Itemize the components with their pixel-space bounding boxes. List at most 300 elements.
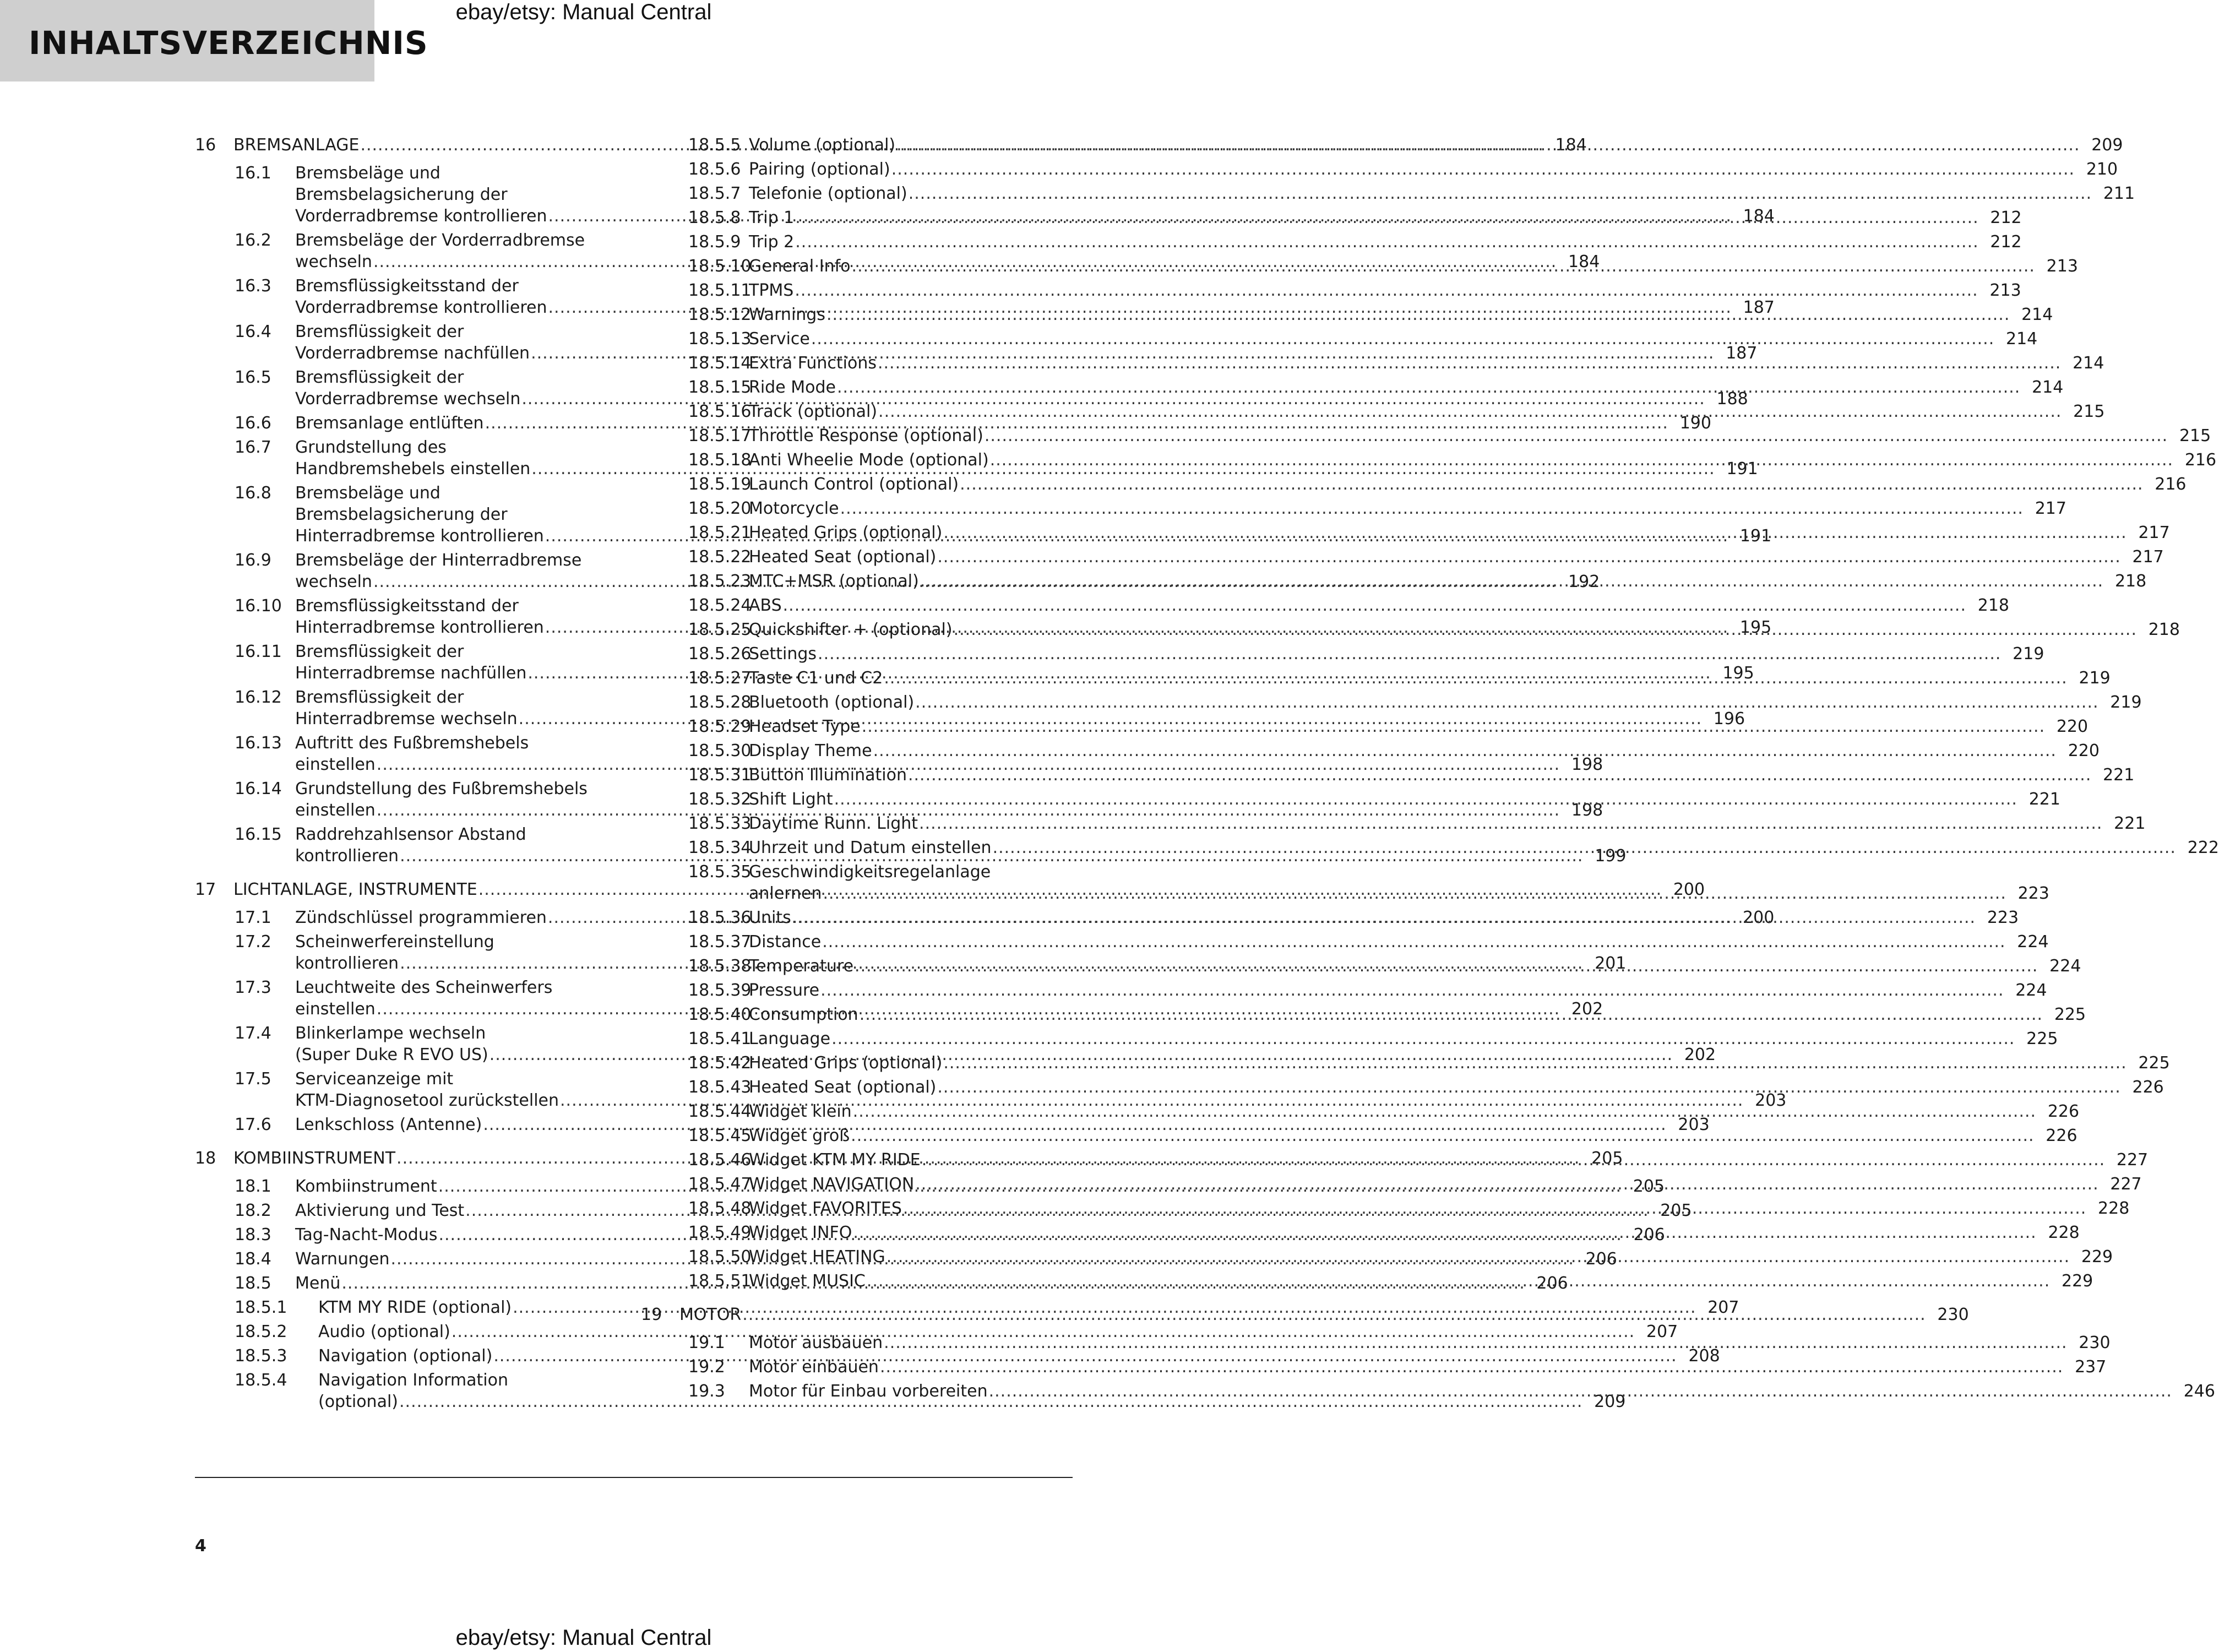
toc-entry-number: 18.5.47 xyxy=(688,1175,752,1194)
toc-entry-page: 191 xyxy=(1739,526,1772,546)
dot-leader xyxy=(954,619,2137,640)
toc-entry[interactable] xyxy=(650,931,2049,953)
toc-entry-number: 19.3 xyxy=(688,1382,725,1401)
toc-entry[interactable] xyxy=(650,328,2038,350)
toc-entry-number: 18.5.6 xyxy=(688,160,741,179)
toc-entry[interactable] xyxy=(650,1028,2058,1050)
toc-entry-page: 187 xyxy=(1726,344,1758,363)
toc-entry-title: Bremsbeläge der Hinterradbremse xyxy=(295,551,582,570)
toc-entry-page: 214 xyxy=(2032,378,2064,397)
toc-entry-title: einstellen xyxy=(295,801,376,820)
toc-entry-title: Temperature xyxy=(749,957,854,976)
toc-entry-number: 16.3 xyxy=(235,276,271,296)
toc-entry-page: 184 xyxy=(1743,206,1775,226)
toc-entry-title: Warnings xyxy=(749,305,825,324)
toc-entry-title: Kombiinstrument xyxy=(295,1177,437,1196)
toc-entry-number: 18.5.23 xyxy=(688,572,752,591)
toc-entry-number: 16.12 xyxy=(235,688,282,707)
toc-entry-number: 18.5.13 xyxy=(688,329,752,349)
dot-leader xyxy=(742,1304,1926,1325)
toc-entry-number: 18.5.27 xyxy=(688,669,752,688)
toc-entry-page: 222 xyxy=(2187,838,2219,857)
toc-entry[interactable] xyxy=(650,231,2022,253)
toc-entry-title: einstellen xyxy=(295,755,376,774)
toc-entry[interactable] xyxy=(650,377,2064,398)
dot-leader xyxy=(853,1222,2036,1243)
toc-entry-title: KOMBIINSTRUMENT xyxy=(233,1149,396,1168)
dot-leader xyxy=(823,883,2006,904)
toc-entry[interactable] xyxy=(650,1125,2077,1146)
toc-entry-title: Throttle Response (optional) xyxy=(749,426,983,445)
toc-entry-title: Headset Type xyxy=(749,717,861,736)
toc-entry-page: 224 xyxy=(2049,957,2081,976)
toc-entry-page: 228 xyxy=(2098,1199,2130,1218)
toc-entry-page: 201 xyxy=(1595,954,1627,973)
toc-entry-page: 205 xyxy=(1591,1149,1623,1168)
toc-entry-number: 19.2 xyxy=(688,1357,725,1377)
toc-entry-title: Volume (optional) xyxy=(749,135,896,155)
toc-entry[interactable] xyxy=(650,980,2047,1001)
dot-leader xyxy=(884,667,2067,689)
toc-entry-number: 18.5.34 xyxy=(688,838,752,857)
toc-entry-title: Settings xyxy=(749,644,817,664)
toc-entry-title: MOTOR xyxy=(679,1305,742,1324)
toc-entry-page: 227 xyxy=(2110,1175,2142,1194)
toc-entry-page: 218 xyxy=(2114,572,2147,591)
dot-leader xyxy=(993,837,2176,858)
toc-entry-title: Heated Seat (optional) xyxy=(749,547,937,567)
toc-entry-title: Zündschlüssel programmieren xyxy=(295,908,547,927)
toc-entry-page: 229 xyxy=(2081,1247,2113,1267)
toc-entry-number: 18.5.7 xyxy=(688,184,741,203)
toc-entry-number: 16.5 xyxy=(235,368,271,387)
toc-entry-page: 214 xyxy=(2021,305,2053,324)
toc-entry-title: Track (optional) xyxy=(749,402,878,421)
toc-entry-page: 226 xyxy=(2132,1078,2164,1097)
toc-entry-page: 230 xyxy=(2079,1333,2111,1352)
toc-entry-page: 212 xyxy=(1990,232,2022,252)
watermark-top: ebay/etsy: Manual Central xyxy=(455,0,712,24)
dot-leader xyxy=(937,546,2120,568)
section-header xyxy=(0,0,428,81)
toc-entry-title: KTM-Diagnosetool zurückstellen xyxy=(295,1091,559,1110)
toc-entry-page: 198 xyxy=(1571,801,1603,820)
toc-entry-title: einstellen xyxy=(295,999,376,1019)
toc-entry-title: Ride Mode xyxy=(749,378,836,397)
toc-entry-page: 213 xyxy=(2046,257,2078,276)
toc-entry-page: 210 xyxy=(2086,160,2118,179)
dot-leader xyxy=(960,474,2143,495)
toc-entry-title: Bremsflüssigkeit der xyxy=(295,642,464,661)
toc-entry-title: (optional) xyxy=(318,1392,398,1411)
toc-entry-number: 17.1 xyxy=(235,908,271,927)
toc-entry-page: 237 xyxy=(2075,1357,2107,1377)
watermark-bottom: ebay/etsy: Manual Central xyxy=(455,1626,712,1650)
toc-entry-page: 195 xyxy=(1739,618,1772,637)
toc-entry-number: 18.5.42 xyxy=(688,1053,752,1073)
toc-entry-title: Bluetooth (optional) xyxy=(749,693,915,712)
toc-entry-title: Service xyxy=(749,329,810,349)
toc-entry-page: 215 xyxy=(2073,402,2105,421)
dot-leader xyxy=(873,740,2057,762)
toc-entry-title: General Info xyxy=(749,257,851,276)
toc-entry-title: Widget KTM MY RIDE xyxy=(749,1150,921,1170)
dot-leader xyxy=(795,231,1978,253)
toc-entry-title: Widget NAVIGATION xyxy=(749,1175,915,1194)
dot-leader xyxy=(853,1101,2036,1122)
toc-entry-title: Serviceanzeige mit xyxy=(295,1069,454,1089)
toc-entry[interactable] xyxy=(650,159,2118,180)
dot-leader xyxy=(985,425,2168,447)
toc-entry-title: Geschwindigkeitsregelanlage xyxy=(749,862,991,882)
toc-entry[interactable] xyxy=(650,280,2021,301)
toc-entry-page: 196 xyxy=(1713,709,1745,729)
toc-entry-page: 225 xyxy=(2026,1029,2058,1048)
toc-entry-title: Warnungen xyxy=(295,1249,390,1269)
toc-entry-number: 18.5.50 xyxy=(688,1247,752,1267)
dot-leader xyxy=(855,955,2038,977)
toc-entry-title: kontrollieren xyxy=(295,846,399,866)
toc-entry[interactable] xyxy=(195,1114,1710,1135)
toc-entry-page: 228 xyxy=(2048,1223,2080,1242)
toc-entry[interactable] xyxy=(650,740,2100,762)
dot-leader xyxy=(862,716,2045,737)
toc-entry-title: Lenkschloss (Antenne) xyxy=(295,1115,482,1134)
toc-entry-page: 192 xyxy=(1568,572,1600,591)
toc-entry-number: 17.5 xyxy=(235,1069,271,1089)
dot-leader xyxy=(811,328,1994,350)
toc-entry-title: Distance xyxy=(749,932,822,952)
toc-entry-page: 221 xyxy=(2028,790,2060,809)
toc-entry[interactable] xyxy=(650,183,2135,204)
toc-entry-page: 217 xyxy=(2132,547,2164,567)
toc-entry-number: 17.4 xyxy=(235,1024,271,1043)
dot-leader xyxy=(822,931,2005,953)
toc-entry-page: 213 xyxy=(1989,281,2021,300)
toc-entry-title: Telefonie (optional) xyxy=(749,184,907,203)
dot-leader xyxy=(818,643,2001,665)
toc-entry[interactable] xyxy=(650,474,2187,495)
toc-entry-page: 223 xyxy=(2017,884,2049,903)
toc-entry-number: 17.3 xyxy=(235,978,271,997)
toc-entry-number: 18.5.24 xyxy=(688,596,752,615)
dot-leader xyxy=(943,1052,2126,1074)
toc-entry[interactable] xyxy=(195,412,1711,434)
toc-entry-number: 18.5.11 xyxy=(688,281,752,300)
toc-entry-title: TPMS xyxy=(749,281,794,300)
toc-entry-number: 18.5.3 xyxy=(235,1346,287,1366)
toc-entry-page: 220 xyxy=(2056,717,2089,736)
toc-entry-page: 187 xyxy=(1743,298,1775,317)
toc-entry-page: 184 xyxy=(1568,252,1600,271)
toc-entry-title: Display Theme xyxy=(749,741,872,760)
dot-leader xyxy=(891,159,2075,180)
dot-leader xyxy=(880,1356,2063,1378)
toc-entry-page: 206 xyxy=(1585,1249,1617,1269)
toc-entry-page: 188 xyxy=(1716,389,1748,409)
toc-entry-title: Trip 1 xyxy=(749,208,795,227)
toc-entry[interactable] xyxy=(650,1101,2080,1122)
toc-entry-title: anlernen xyxy=(749,884,822,903)
toc-entry-page: 224 xyxy=(2015,981,2047,1000)
toc-entry-title: Hinterradbremse nachfüllen xyxy=(295,664,527,683)
dot-leader xyxy=(937,1077,2120,1098)
toc-entry-page: 203 xyxy=(1678,1115,1710,1134)
toc-entry-number: 16.8 xyxy=(235,483,271,503)
toc-entry[interactable] xyxy=(650,789,2060,810)
toc-entry-title: Blinkerlampe wechseln xyxy=(295,1024,486,1043)
dot-leader xyxy=(834,789,2017,810)
toc-entry-page: 215 xyxy=(2179,426,2211,445)
toc-entry-title: Widget klein xyxy=(749,1102,852,1121)
dot-leader xyxy=(886,1246,2070,1268)
toc-entry[interactable] xyxy=(650,425,2211,447)
toc-entry-title: Button Illumination xyxy=(749,765,907,785)
toc-entry-number: 18.5.33 xyxy=(688,814,752,833)
toc-entry-number: 18.5.1 xyxy=(235,1298,287,1317)
toc-entry[interactable] xyxy=(650,401,2105,422)
toc-entry-title: Raddrehzahlsensor Abstand xyxy=(295,825,526,844)
dot-leader xyxy=(896,134,2080,156)
toc-entry-page: 220 xyxy=(2068,741,2100,760)
toc-entry[interactable] xyxy=(650,1077,2164,1098)
toc-entry-title: Audio (optional) xyxy=(318,1322,450,1341)
toc-entry-page: 199 xyxy=(1595,846,1627,866)
toc-entry-page: 246 xyxy=(2183,1382,2215,1401)
toc-entry-title: Heated Seat (optional) xyxy=(749,1078,937,1097)
toc-entry-number: 16.2 xyxy=(235,231,271,250)
toc-entry-title: Bremsbeläge und xyxy=(295,164,440,183)
toc-entry[interactable] xyxy=(650,692,2142,713)
toc-entry-title: Vorderradbremse kontrollieren xyxy=(295,206,547,226)
dot-leader xyxy=(915,692,2098,713)
toc-entry-title: Bremsflüssigkeitsstand der xyxy=(295,596,519,616)
toc-entry-page: 223 xyxy=(1987,908,2019,927)
toc-entry-page: 212 xyxy=(1990,208,2022,227)
dot-leader xyxy=(903,1198,2086,1219)
toc-entry-number: 18.5.14 xyxy=(688,354,752,373)
toc-entry-page: 227 xyxy=(2116,1150,2149,1170)
toc-entry-title: BREMSANLAGE xyxy=(233,135,360,155)
toc-entry-page: 225 xyxy=(2054,1005,2086,1024)
toc-entry-page: 219 xyxy=(2110,693,2142,712)
toc-entry-title: Aktivierung und Test xyxy=(295,1201,465,1220)
toc-entry-page: 219 xyxy=(2079,669,2111,688)
toc-entry-title: Vorderradbremse wechseln xyxy=(295,389,521,409)
dot-leader xyxy=(884,1332,2067,1354)
toc-entry-page: 219 xyxy=(2013,644,2044,664)
toc-entry-page: 206 xyxy=(1536,1274,1568,1293)
toc-entry-number: 16.9 xyxy=(235,551,271,570)
toc-entry-page: 209 xyxy=(1594,1392,1626,1411)
toc-entry-number: 18.5.9 xyxy=(688,232,741,252)
toc-entry-title: Widget INFO xyxy=(749,1223,852,1242)
toc-entry-number: 16.1 xyxy=(235,164,271,183)
toc-entry-page: 207 xyxy=(1707,1298,1739,1317)
toc-entry[interactable] xyxy=(650,643,2044,665)
toc-entry-number: 18.3 xyxy=(235,1225,271,1245)
toc-entry-number: 19.1 xyxy=(688,1333,725,1352)
toc-entry[interactable] xyxy=(650,498,2066,519)
toc-entry-number: 18.5.28 xyxy=(688,693,752,712)
toc-entry-page: 218 xyxy=(1977,596,2009,615)
toc-entry-page: 225 xyxy=(2138,1053,2170,1073)
toc-entry-number: 18.5.40 xyxy=(688,1005,752,1024)
toc-entry-page: 198 xyxy=(1571,755,1603,774)
toc-entry-number: 17.6 xyxy=(235,1115,271,1134)
toc-entry-number: 16 xyxy=(195,135,216,155)
toc-entry-title: Trip 2 xyxy=(749,232,795,252)
toc-entry-number: 18.5.20 xyxy=(688,499,752,518)
toc-entry-title: Extra Functions xyxy=(749,354,877,373)
toc-entry-title: Quickshifter + (optional) xyxy=(749,620,953,639)
toc-entry-title: Grundstellung des xyxy=(295,438,447,457)
dot-leader xyxy=(860,1004,2043,1025)
toc-entry-title: Motor ausbauen xyxy=(749,1333,883,1352)
toc-entry-page: 200 xyxy=(1673,880,1705,899)
toc-entry-title: Heated Grips (optional) xyxy=(749,1053,943,1073)
toc-entry-number: 16.14 xyxy=(235,779,282,798)
toc-entry-title: Widget groß xyxy=(749,1126,850,1145)
toc-entry-page: 211 xyxy=(2103,184,2135,203)
toc-entry-title: Vorderradbremse nachfüllen xyxy=(295,344,530,363)
toc-entry-page: 191 xyxy=(1726,459,1758,479)
toc-entry-title: Auftritt des Fußbremshebels xyxy=(295,733,529,753)
toc-entry-title: Navigation Information xyxy=(318,1371,508,1390)
toc-entry-number: 19 xyxy=(641,1305,662,1324)
toc-entry-number: 18.5.39 xyxy=(688,981,752,1000)
toc-entry-number: 18.5.12 xyxy=(688,305,752,324)
toc-entry-title: Menü xyxy=(295,1274,341,1293)
dot-leader xyxy=(919,813,2102,834)
dot-leader xyxy=(795,207,1978,229)
toc-entry-title: Grundstellung des Fußbremshebels xyxy=(295,779,588,798)
toc-entry-title: Motorcycle xyxy=(749,499,839,518)
toc-entry-number: 18.5.32 xyxy=(688,790,752,809)
toc-entry-title: Bremsflüssigkeit der xyxy=(295,368,464,387)
toc-entry-page: 202 xyxy=(1684,1045,1716,1064)
toc-entry-page: 202 xyxy=(1571,999,1603,1019)
dot-leader xyxy=(989,1381,2172,1402)
page-number: 4 xyxy=(195,1536,206,1556)
toc-entry-page: 200 xyxy=(1743,908,1775,927)
toc-entry-title: Consumption xyxy=(749,1005,858,1024)
toc-entry-title: Widget FAVORITES xyxy=(749,1199,902,1218)
toc-entry-number: 18.5.25 xyxy=(688,620,752,639)
toc-entry-number: 18.2 xyxy=(235,1201,271,1220)
toc-entry-title: Navigation (optional) xyxy=(318,1346,493,1366)
toc-entry-number: 18.5.49 xyxy=(688,1223,752,1242)
toc-entry-number: 18.5.2 xyxy=(235,1322,287,1341)
dot-leader xyxy=(851,1125,2034,1146)
toc-entry-page: 229 xyxy=(2061,1271,2093,1291)
toc-entry-number: 18.5.44 xyxy=(688,1102,752,1121)
toc-entry-page: 216 xyxy=(2155,475,2187,494)
dot-leader xyxy=(878,352,2061,374)
toc-entry-number: 18.5.48 xyxy=(688,1199,752,1218)
toc-entry-number: 18.5.36 xyxy=(688,908,752,927)
toc-entry-number: 18.5.35 xyxy=(688,862,752,882)
toc-entry-page: 184 xyxy=(1555,135,1587,155)
toc-entry-number: 17.2 xyxy=(235,932,271,952)
dot-leader xyxy=(837,377,2020,398)
toc-entry-title: Hinterradbremse kontrollieren xyxy=(295,526,544,546)
toc-entry-page: 195 xyxy=(1722,664,1754,683)
dot-leader xyxy=(878,401,2062,422)
toc-entry[interactable] xyxy=(650,1332,2111,1354)
toc-entry-title: Bremsbeläge der Vorderradbremse xyxy=(295,231,585,250)
dot-leader xyxy=(922,1149,2105,1171)
dot-leader xyxy=(792,907,1976,928)
toc-entry-page: 218 xyxy=(2148,620,2180,639)
toc-entry-page: 190 xyxy=(1679,414,1711,433)
toc-entry-title: Uhrzeit und Datum einstellen xyxy=(749,838,992,857)
dot-leader xyxy=(909,183,2092,204)
toc-entry-title: LICHTANLAGE, INSTRUMENTE xyxy=(233,880,477,899)
toc-entry-page: 221 xyxy=(2103,765,2135,785)
toc-entry-title: KTM MY RIDE (optional) xyxy=(318,1298,512,1317)
dot-leader xyxy=(783,595,1966,616)
toc-entry-title: Handbremshebels einstellen xyxy=(295,459,531,479)
toc-entry-title: Vorderradbremse kontrollieren xyxy=(295,298,547,317)
toc-entry-title: Taste C1 und C2 xyxy=(749,669,883,688)
toc-entry-page: 224 xyxy=(2017,932,2049,952)
toc-entry-page: 230 xyxy=(1937,1305,1969,1324)
dot-leader xyxy=(867,1270,2050,1292)
toc-entry-number: 16.4 xyxy=(235,322,271,341)
toc-entry[interactable] xyxy=(650,546,2164,568)
toc-entry[interactable] xyxy=(650,595,2009,616)
toc-entry-title: (Super Duke R EVO US) xyxy=(295,1045,488,1064)
toc-entry-title: wechseln xyxy=(295,252,372,271)
toc-entry-title: Bremsanlage entlüften xyxy=(295,414,484,433)
dot-leader xyxy=(840,498,2024,519)
toc-entry-number: 18.5.15 xyxy=(688,378,752,397)
toc-entry-title: Tag-Nacht-Modus xyxy=(295,1225,438,1245)
toc-entry-number: 18.5.19 xyxy=(688,475,752,494)
toc-entry-title: Pairing (optional) xyxy=(749,160,890,179)
dot-leader xyxy=(990,449,2173,471)
dot-leader xyxy=(820,980,2004,1001)
toc-entry-number: 18.5.43 xyxy=(688,1078,752,1097)
toc-entry-title: ABS xyxy=(749,596,782,615)
toc-entry-number: 17 xyxy=(195,880,216,899)
toc-entry-number: 16.7 xyxy=(235,438,271,457)
toc-entry-page: 214 xyxy=(2073,354,2104,373)
toc-entry-title: Heated Grips (optional) xyxy=(749,523,943,542)
toc-entry[interactable] xyxy=(650,813,2146,834)
dot-leader xyxy=(852,256,2035,277)
toc-entry-number: 16.13 xyxy=(235,733,282,753)
toc-entry-page: 205 xyxy=(1633,1177,1665,1196)
toc-entry-number: 18.5.51 xyxy=(688,1271,752,1291)
toc-entry-number: 18.5.22 xyxy=(688,547,752,567)
toc-entry-title: Motor einbauen xyxy=(749,1357,879,1377)
toc-entry-page: 217 xyxy=(2138,523,2170,542)
toc-entry-number: 18.5.29 xyxy=(688,717,752,736)
toc-entry-title: Anti Wheelie Mode (optional) xyxy=(749,450,989,470)
toc-entry-number: 18.5.38 xyxy=(688,957,752,976)
footer-divider xyxy=(195,1477,1073,1478)
toc-entry-number: 18.1 xyxy=(235,1177,271,1196)
toc-entry-number: 18.5.46 xyxy=(688,1150,752,1170)
toc-entry-number: 16.15 xyxy=(235,825,282,844)
toc-entry-number: 18.5.16 xyxy=(688,402,752,421)
dot-leader xyxy=(915,1173,2098,1195)
toc-entry-number: 18.5.4 xyxy=(235,1371,287,1390)
toc-entry-page: 217 xyxy=(2035,499,2066,518)
toc-entry-page: 203 xyxy=(1755,1091,1787,1110)
